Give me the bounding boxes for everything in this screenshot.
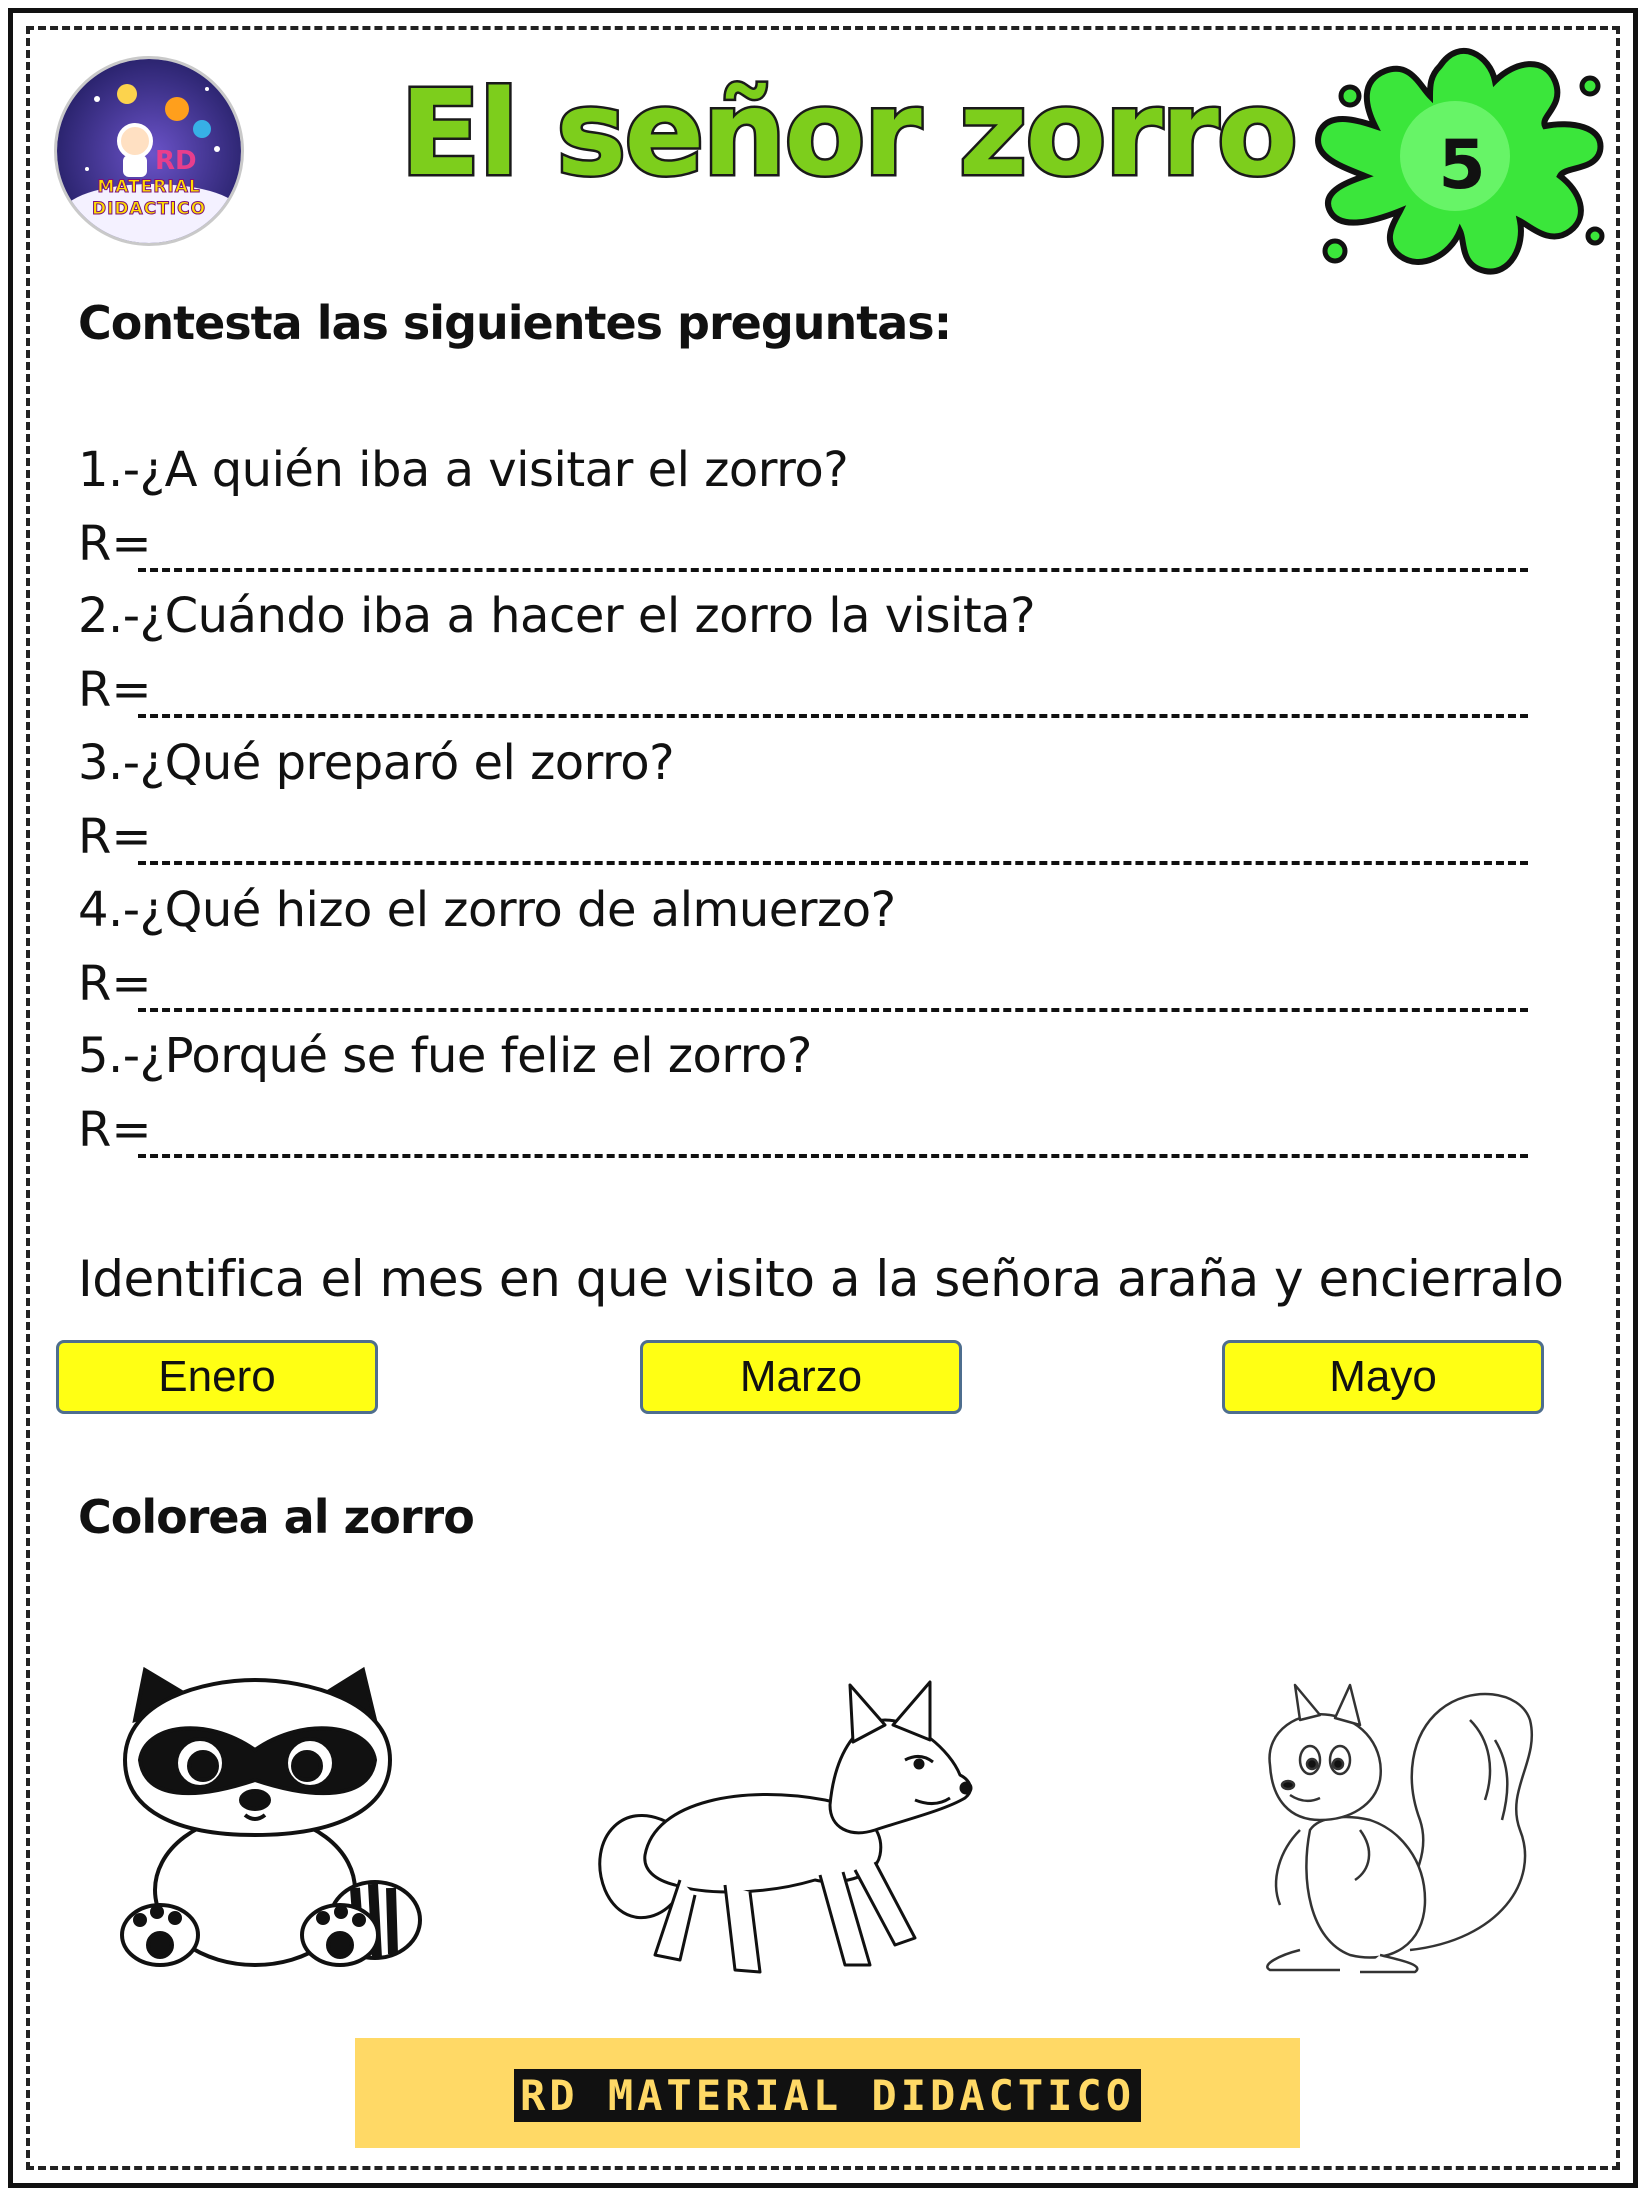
squirrel-drawing[interactable]	[1240, 1680, 1560, 1980]
coloring-heading: Colorea al zorro	[78, 1490, 474, 1544]
svg-text:RD: RD	[155, 146, 197, 176]
month-instruction: Identifica el mes en que visito a la señora araña y encierralo	[78, 1250, 1564, 1308]
answer-label: R=	[78, 956, 152, 1012]
answer-line[interactable]	[138, 1154, 1528, 1158]
month-option-marzo[interactable]: Marzo	[640, 1340, 962, 1414]
question-5: 5.-¿Porqué se fue feliz el zorro?	[78, 1028, 812, 1084]
answer-row-3[interactable]	[78, 805, 1528, 869]
month-option-enero[interactable]: Enero	[56, 1340, 378, 1414]
answer-line[interactable]	[138, 568, 1528, 572]
answer-line[interactable]	[138, 1008, 1528, 1012]
logo-text-line1: MATERIAL	[97, 177, 201, 197]
question-2: 2.-¿Cuándo iba a hacer el zorro la visita?	[78, 588, 1036, 644]
answer-label: R=	[78, 1102, 152, 1158]
month-option-mayo[interactable]: Mayo	[1222, 1340, 1544, 1414]
footer-label: RD MATERIAL DIDACTICO	[514, 2069, 1141, 2122]
questions-heading: Contesta las siguientes preguntas:	[78, 296, 952, 350]
question-4: 4.-¿Qué hizo el zorro de almuerzo?	[78, 882, 896, 938]
logo-text-line2: DIDACTICO	[91, 199, 207, 219]
question-1: 1.-¿A quién iba a visitar el zorro?	[78, 442, 849, 498]
answer-line[interactable]	[138, 861, 1528, 865]
raccoon-drawing[interactable]	[105, 1660, 435, 1980]
answer-row-4[interactable]	[78, 952, 1528, 1016]
page-title: El señor zorro	[400, 64, 1296, 202]
answer-row-5[interactable]	[78, 1098, 1528, 1162]
badge-number: 5	[1438, 126, 1486, 205]
answer-label: R=	[78, 516, 152, 572]
answer-row-2[interactable]	[78, 658, 1528, 722]
answer-row-1[interactable]	[78, 512, 1528, 576]
answer-label: R=	[78, 662, 152, 718]
footer-text	[355, 2068, 1300, 2124]
answer-label: R=	[78, 809, 152, 865]
question-3: 3.-¿Qué preparó el zorro?	[78, 735, 675, 791]
answer-line[interactable]	[138, 714, 1528, 718]
footer-bar	[355, 2038, 1300, 2148]
fox-drawing[interactable]	[585, 1680, 1005, 1990]
logo	[54, 56, 244, 246]
